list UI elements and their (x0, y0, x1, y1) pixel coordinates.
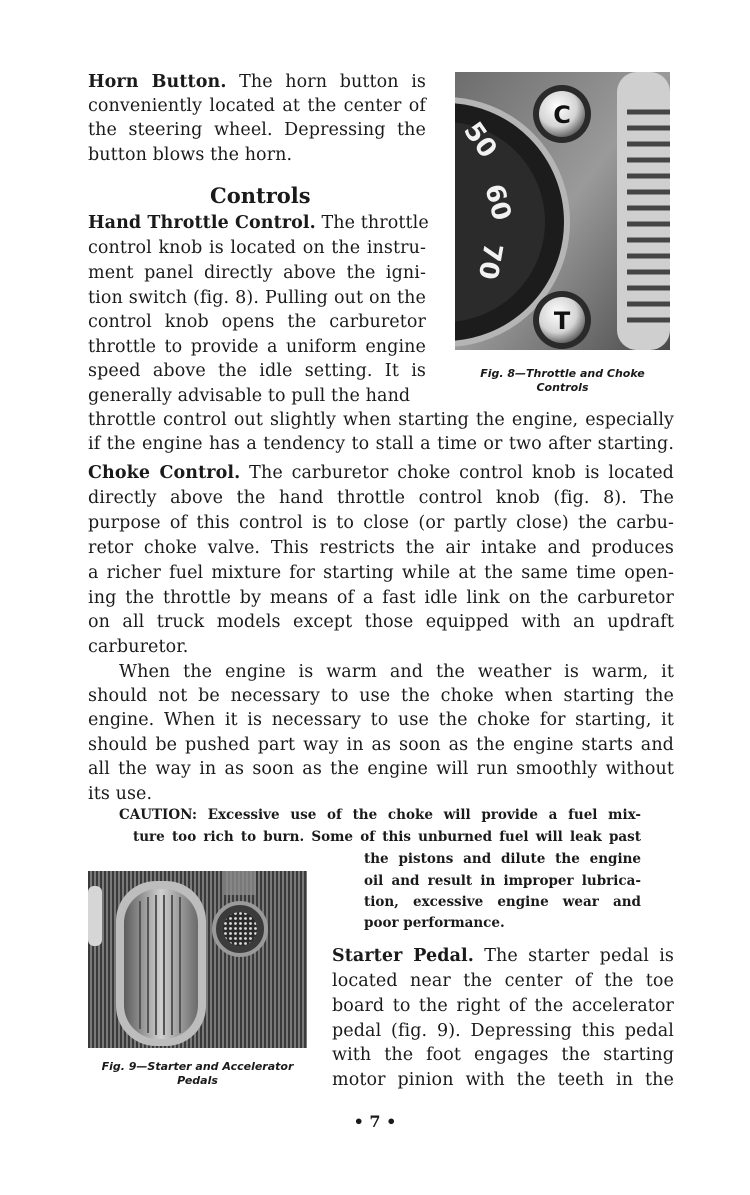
fig9-illustration (88, 871, 307, 1048)
fig8-caption (455, 367, 670, 395)
starter-line-1-text: The starter pedal is (484, 946, 674, 966)
warm-line-6: its use. (88, 784, 153, 804)
fig8-caption-line-1: Fig. 8—Throttle and Choke (480, 367, 645, 380)
horn-line-4: button blows the horn. (88, 145, 293, 165)
warm-line-1: When the engine is warm and the weather is warm, it (119, 662, 674, 682)
throttle-line-4: tion switch (fig. 8). Pulling out on the (88, 288, 426, 308)
warm-line-2: should not be necessary to use the choke when starting the (88, 686, 674, 706)
choke-line-7: on all truck models except those equipped with an updraft (88, 612, 674, 632)
starter-line-4: pedal (fig. 9). Depressing this pedal (332, 1021, 674, 1041)
starter-line-6: motor pinion with the teeth in the (332, 1070, 674, 1090)
throttle-line-9: throttle control out slightly when starting the engine, especially (88, 410, 674, 430)
choke-line-3: purpose of this control is to close (or partly close) the carbu- (88, 513, 674, 533)
caution-line-6: poor performance. (364, 915, 505, 931)
caution-line-1 (119, 805, 641, 826)
choke-knob-letter: C (553, 101, 571, 129)
warm-line-3: engine. When it is necessary to use the choke for starting, it (88, 710, 674, 730)
caution-line-2: ture too rich to burn. Some of this unburned fuel will leak past (133, 829, 641, 845)
fig8-photo (455, 72, 670, 350)
throttle-line-7: speed above the idle setting. It is (88, 361, 426, 381)
throttle-line-8: generally advisable to pull the hand (88, 386, 411, 406)
throttle-heading: Hand Throttle Control. (88, 213, 316, 233)
throttle-line-5: control knob opens the carburetor (88, 312, 426, 332)
speedo-70: 70 (471, 240, 508, 282)
fig9-caption (88, 1060, 307, 1088)
choke-line-8: carburetor. (88, 637, 189, 657)
caution-line-3: the pistons and dilute the engine (364, 851, 641, 867)
choke-line-4: retor choke valve. This restricts the air intake and produces (88, 538, 674, 558)
caution-line-4: oil and result in improper lubrica- (364, 873, 641, 889)
throttle-knob-letter: T (553, 307, 571, 335)
starter-line-3: board to the right of the accelerator (332, 996, 674, 1016)
controls-heading: Controls (210, 183, 311, 208)
speedo-60: 60 (478, 181, 517, 224)
warm-line-4: should be pushed part way in as soon as the engine starts and (88, 735, 674, 755)
caution-line-1-text: Excessive use of the choke will provide a fuel mix- (207, 807, 641, 823)
starter-line-2: located near the center of the toe (332, 971, 674, 991)
starter-line-5: with the foot engages the starting (332, 1045, 674, 1065)
throttle-line-1 (88, 211, 429, 235)
choke-heading: Choke Control. (88, 463, 241, 483)
choke-line-2: directly above the hand throttle control knob (fig. 8). The (88, 488, 674, 508)
fig9-caption-line-1: Fig. 9—Starter and Accelerator (101, 1060, 294, 1073)
caution-label: CAUTION: (119, 807, 197, 823)
choke-line-1-text: The carburetor choke control knob is located (249, 463, 674, 483)
fig9-caption-line-2: Pedals (177, 1074, 218, 1087)
warm-line-5: all the way in as soon as the engine will run smoothly without (88, 759, 674, 779)
horn-line-3: the steering wheel. Depressing the (88, 120, 426, 140)
throttle-line-6: throttle to provide a uniform engine (88, 337, 426, 357)
caution-line-5: tion, excessive engine wear and (364, 894, 641, 910)
horn-line-1 (88, 70, 426, 94)
starter-line-1 (332, 944, 674, 968)
fig8-illustration (455, 72, 670, 350)
throttle-line-1-text: The throttle (321, 213, 429, 233)
throttle-line-10: if the engine has a tendency to stall a time or two after starting. (88, 434, 674, 454)
starter-heading: Starter Pedal. (332, 946, 474, 966)
horn-line-1-text: The horn button is (239, 72, 426, 92)
fig8-caption-line-2: Controls (536, 381, 589, 394)
horn-line-2: conveniently located at the center of (88, 96, 426, 116)
choke-line-5: a richer fuel mixture for starting while at the same time open- (88, 563, 674, 583)
page-number: • 7 • (353, 1112, 397, 1131)
choke-line-1 (88, 461, 674, 485)
throttle-line-2: control knob is located on the instru- (88, 238, 426, 258)
speedo-50: 50 (457, 116, 503, 164)
choke-line-6: ing the throttle by means of a fast idle link on the carburetor (88, 588, 674, 608)
throttle-line-3: ment panel directly above the igni- (88, 263, 426, 283)
fig9-photo (88, 871, 307, 1048)
horn-heading: Horn Button. (88, 72, 227, 92)
